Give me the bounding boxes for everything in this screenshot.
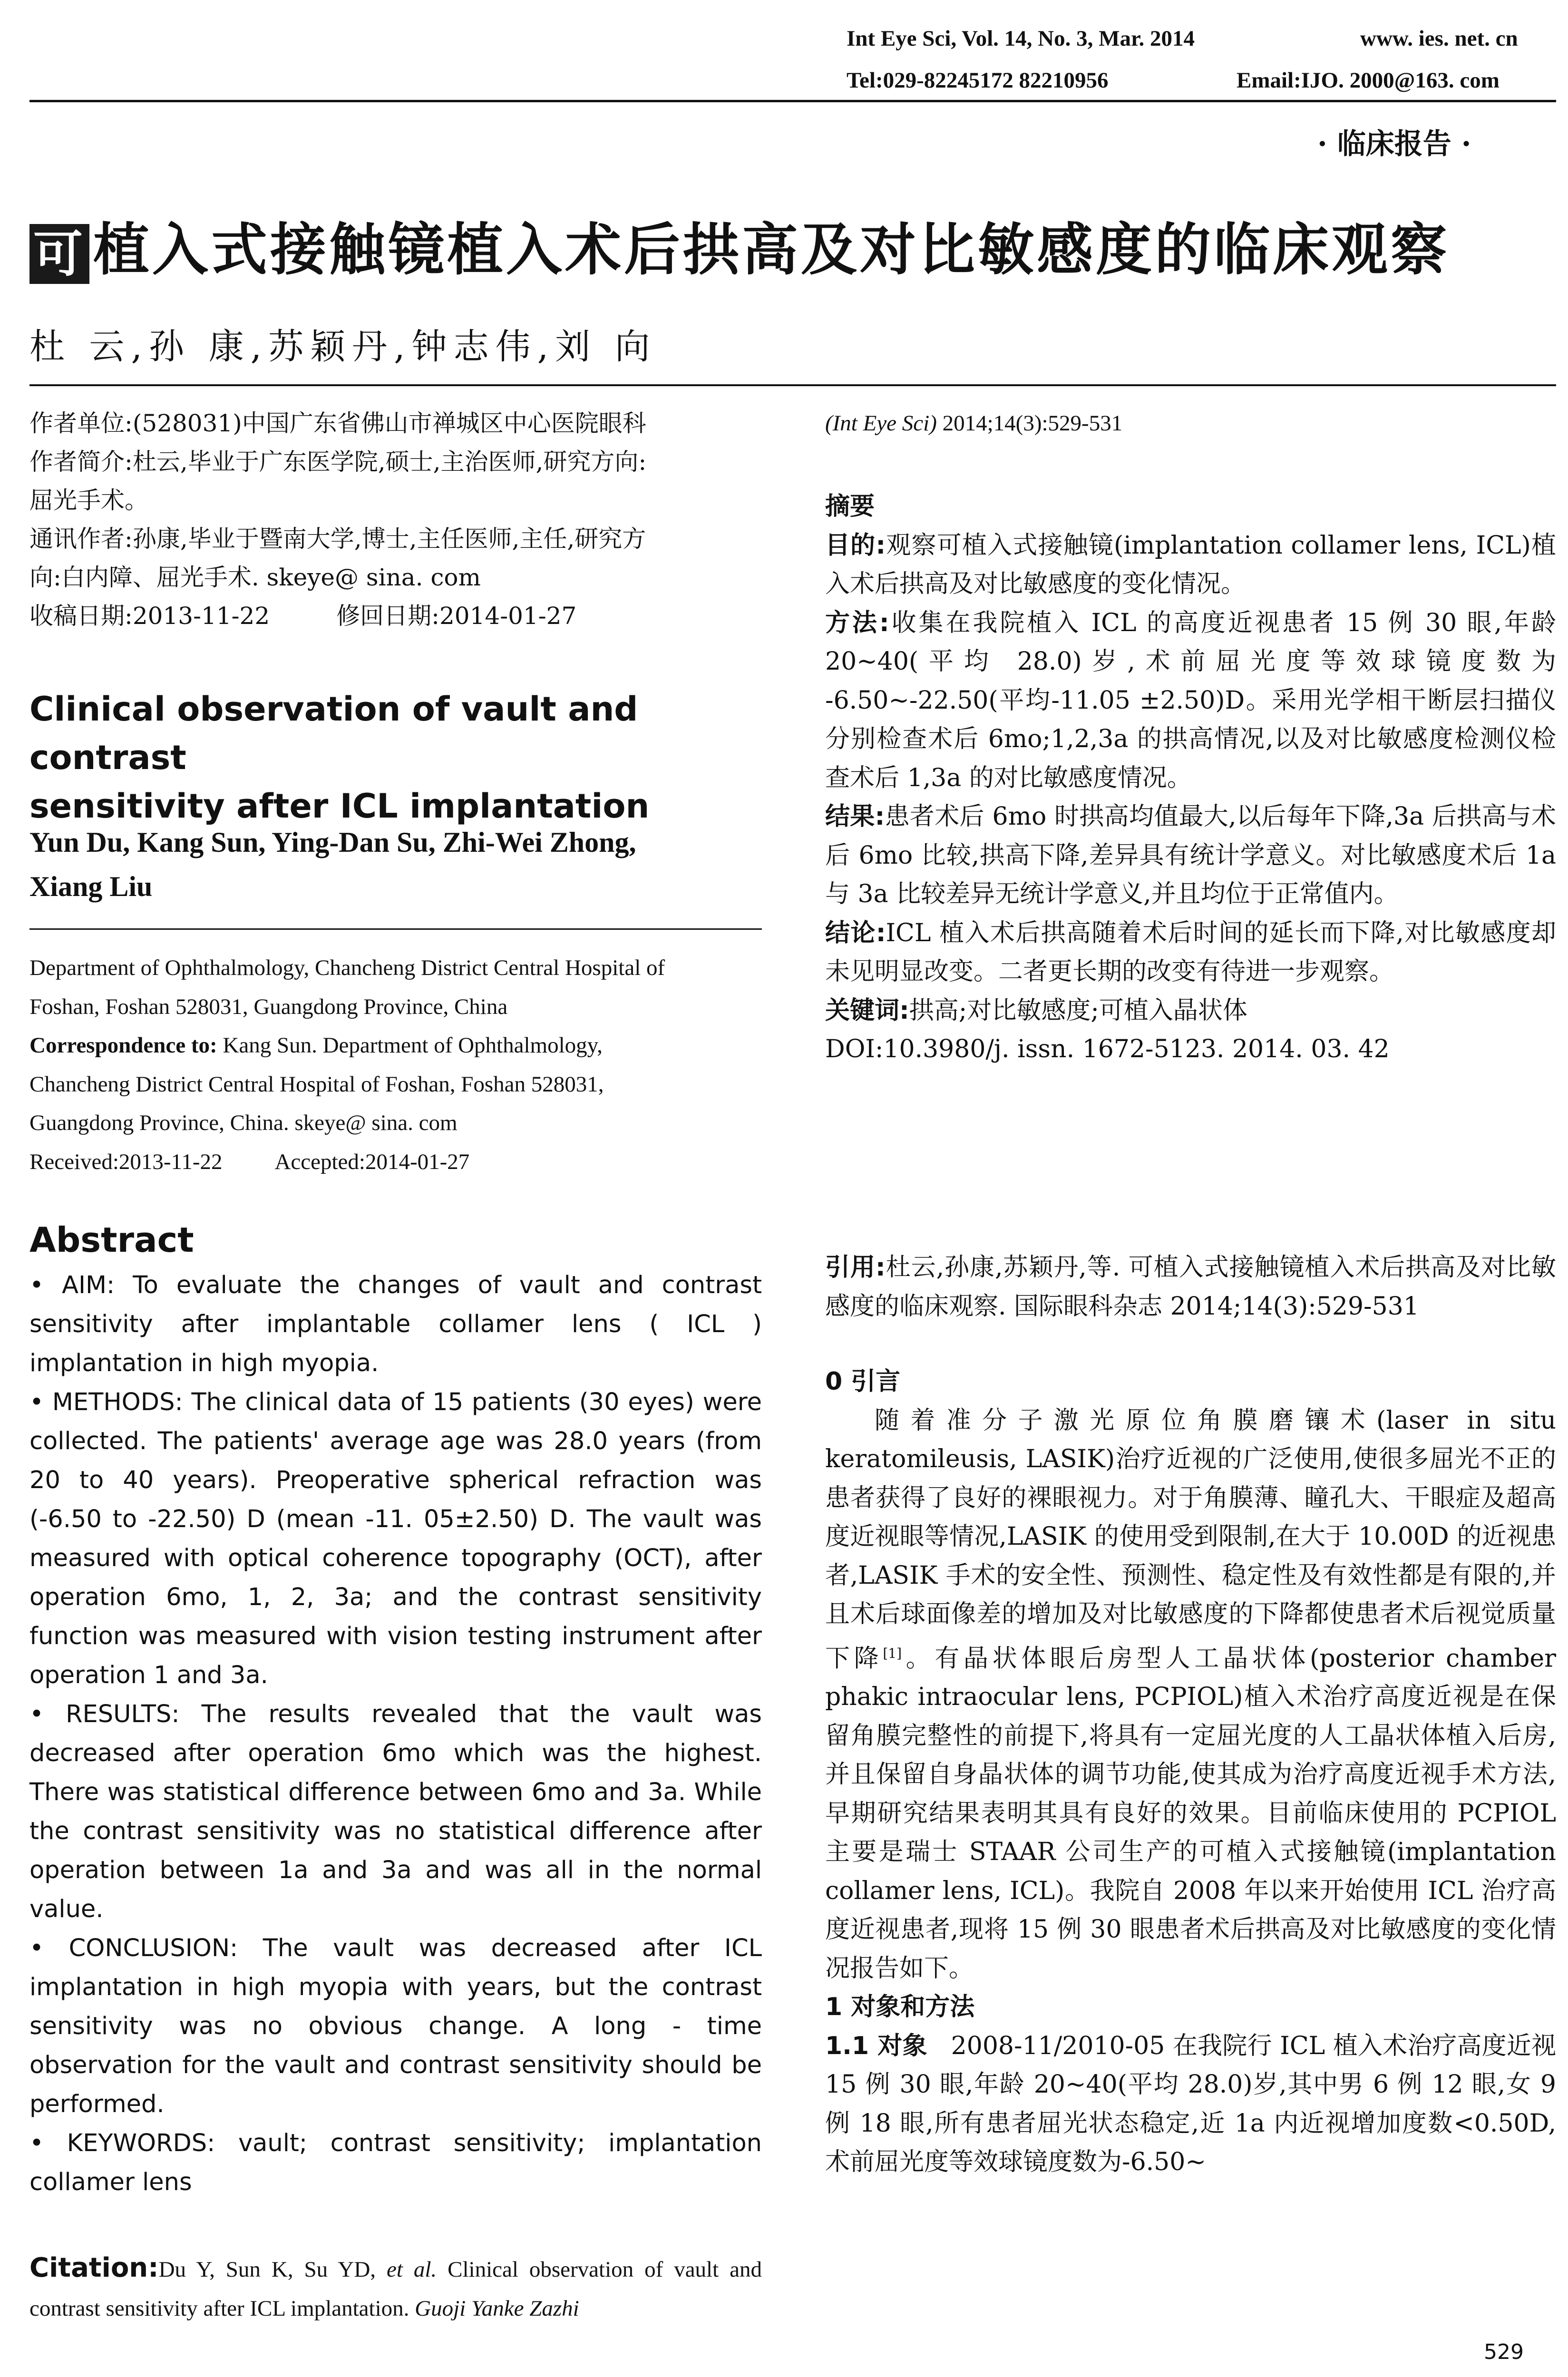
abstract-title-en: Abstract: [29, 1220, 194, 1260]
subjects-label: 1.1 对象: [825, 2031, 927, 2060]
methods-text-zh: 收集在我院植入 ICL 的高度近视患者 15 例 30 眼,年龄 20~40(平均 28.0)岁,术前屈光度等效球镜度数为 -6.50~-22.50(平均-11.05 ±2.50)D。采用光学相干断层扫描仪分别检查术后 6mo;1,2,3a 的拱高情况,以及对比敏感度检测仪检查术后 1,3a 的对比敏感度情况。: [825, 608, 1556, 792]
received-date-zh: 收稿日期:2013-11-22: [29, 602, 270, 630]
results-text: The results revealed that the vault was decreased after operation 6mo which was the highest. There was statistical difference between 6mo and 3a. While the contrast sensitivity was no statistical difference after operation between 1a and 3a and was all in the normal value.: [29, 1700, 762, 1923]
citation-zh: [825, 1248, 1556, 1326]
abstract-results: [29, 1695, 762, 1929]
journal-website: www. ies. net. cn: [1360, 26, 1518, 51]
english-title-line1: Clinical observation of vault and contrast: [29, 690, 638, 777]
citation-journal: Guoji Yanke Zazhi: [415, 2296, 579, 2321]
citation-en: [29, 2249, 762, 2328]
journal-ref: 2014;14(3):529-531: [942, 411, 1123, 436]
intro-paragraph: [825, 1402, 1556, 1988]
dates-en: [29, 1143, 762, 1182]
keywords-text: vault; contrast sensitivity; implantation collamer lens: [29, 2129, 762, 2196]
journal-tel: Tel:029-82245172 82210956: [847, 68, 1109, 93]
author-bio-cont: 屈光手术。: [29, 487, 148, 514]
methods-label-zh: 方法:: [825, 608, 889, 637]
english-title-line2: sensitivity after ICL implantation: [29, 787, 650, 826]
english-authors: [29, 820, 762, 909]
methods-label: • METHODS:: [29, 1388, 183, 1416]
english-authors-line1: Yun Du, Kang Sun, Ying-Dan Su, Zhi-Wei Zhong,: [29, 827, 636, 858]
abstract-methods: [29, 1383, 762, 1695]
header-rule: [29, 100, 1556, 102]
keywords-text-zh: 拱高;对比敏感度;可植入晶状体: [909, 996, 1247, 1025]
title-rule: [29, 384, 1556, 386]
intro-text: 随着准分子激光原位角膜磨镶术(laser in situ keratomileusis, LASIK)治疗近视的广泛使用,使很多屈光不正的患者获得了良好的裸眼视力。对于角膜薄、瞳孔大、干眼症及超高度近视眼等情况,LASIK 的使用受到限制,在大于 10.00D 的近视患者,LASIK 手术的安全性、预测性、稳定性及有效性都是有限的,并且术后球面像差的增加及对比敏感度的下降都使患者术后视觉质量下降: [825, 1406, 1556, 1673]
correspondence-line2: Chancheng District Central Hospital of Foshan, Foshan 528031,: [29, 1072, 604, 1097]
intro-heading: 0 引言: [825, 1367, 901, 1396]
authors-zh: 杜 云,孙 康,苏颖丹,钟志伟,刘 向: [29, 326, 657, 367]
citation-authors: Du Y, Sun K, Su YD,: [158, 2257, 376, 2282]
author-info-zh: [29, 404, 762, 635]
subjects-text: 2008-11/2010-05 在我院行 ICL 植入术治疗高度近视 15 例 30 眼,年龄 20~40(平均 28.0)岁,其中男 6 例 12 眼,女 9 例 18 眼,所有患者屈光状态稳定,近 1a 内近视增加度数<0.50D,术前屈光度等效球镜度数为-6.50~: [825, 2031, 1556, 2177]
revised-date-zh: 修回日期:2014-01-27: [336, 602, 577, 630]
methods-heading: 1 对象和方法: [825, 1993, 975, 2022]
english-affiliation: [29, 949, 762, 1181]
title-badge: 可: [29, 224, 89, 284]
journal-email: Email:IJO. 2000@163. com: [1237, 68, 1500, 93]
abstract-conclusion: [29, 1929, 762, 2124]
accepted-date-en: Accepted:2014-01-27: [274, 1149, 470, 1174]
subjects-paragraph: [825, 2027, 1556, 2182]
author-bio: 作者简介:杜云,毕业于广东医学院,硕士,主治医师,研究方向:: [29, 448, 647, 476]
author-unit: 作者单位:(528031)中国广东省佛山市禅城区中心医院眼科: [29, 409, 646, 437]
title-text: 植入式接触镜植入术后拱高及对比敏感度的临床观察: [93, 217, 1450, 283]
results-text-zh: 患者术后 6mo 时拱高均值最大,以后每年下降,3a 后拱高与术后 6mo 比较,拱高下降,差异具有统计学意义。对比敏感度术后 1a 与 3a 比较差异无统计学意义,并且均位于正常值内。: [825, 802, 1557, 908]
corresponding-author-cont: 向:白内障、屈光手术. skeye@ sina. com: [29, 564, 481, 591]
results-label: • RESULTS:: [29, 1700, 180, 1728]
department-line2: Foshan, Foshan 528031, Guangdong Province, China: [29, 994, 508, 1019]
intro-text-end: 。有晶状体眼后房型人工晶状体(posterior chamber phakic intraocular lens, PCPIOL)植入术治疗高度近视是在保留角膜完整性的前提下,将具有一定屈光度的人工晶状体植入后房,并且保留自身晶状体的调节功能,使其成为治疗高度近视手术方法,早期研究结果表明其具有良好的效果。目前临床使用的 PCPIOL 主要是瑞士 STAAR 公司生产的可植入式接触镜(implantation collamer lens, ICL)。我院自 2008 年以来开始使用 ICL 治疗高度近视患者,现将 15 例 30 眼患者术后拱高及对比敏感度的变化情况报告如下。: [825, 1644, 1556, 1983]
citation-journal-ref: [825, 404, 1122, 443]
page-number: 529: [1484, 2340, 1524, 2364]
abstract-zh-methods: [825, 604, 1556, 798]
intro-ref: [1]: [883, 1645, 902, 1661]
introduction: [825, 1363, 1556, 2182]
citation-etal: et al.: [386, 2257, 437, 2282]
citation-label-zh: 引用:: [825, 1253, 886, 1282]
correspondence-label: Correspondence to:: [29, 1033, 217, 1058]
keywords-label-zh: 关键词:: [825, 996, 909, 1025]
correspondence: [29, 1026, 762, 1065]
results-label-zh: 结果:: [825, 802, 885, 831]
aim-text: To evaluate the changes of vault and contrast sensitivity after implantable collamer lens ( ICL ) implantation in high myopia.: [29, 1271, 762, 1377]
received-date-en: Received:2013-11-22: [29, 1149, 223, 1174]
english-authors-rule: [29, 928, 762, 930]
corresponding-author: 通讯作者:孙康,毕业于暨南大学,博士,主任医师,主任,研究方: [29, 525, 646, 553]
conclusion-label: • CONCLUSION:: [29, 1934, 238, 1962]
abstract-zh-keywords: [825, 992, 1556, 1031]
dates-zh: [29, 597, 762, 635]
aim-label: • AIM:: [29, 1271, 115, 1299]
doi: DOI:10.3980/j. issn. 1672-5123. 2014. 03. 42: [825, 1035, 1390, 1063]
section-tag: · 临床报告 ·: [1317, 127, 1471, 161]
english-authors-line2: Xiang Liu: [29, 871, 153, 902]
aim-text-zh: 观察可植入式接触镜(implantation collamer lens, ICL)植入术后拱高及对比敏感度的变化情况。: [825, 531, 1556, 598]
keywords-label: • KEYWORDS:: [29, 2129, 215, 2157]
abstract-zh-results: [825, 798, 1556, 914]
aim-label-zh: 目的:: [825, 531, 886, 560]
english-title: [29, 685, 762, 830]
abstract-aim: [29, 1266, 762, 1383]
citation-label: Citation:: [29, 2252, 159, 2283]
conclusion-text: The vault was decreased after ICL implantation in high myopia with years, but the contrast sensitivity was no obvious change. A long - time observation for the vault and contrast sensitivity should be performed.: [29, 1934, 762, 2118]
abstract-title-zh: 摘要: [825, 492, 875, 521]
conclusion-label-zh: 结论:: [825, 918, 886, 947]
journal-info: Int Eye Sci, Vol. 14, No. 3, Mar. 2014: [847, 26, 1195, 51]
page-title: [29, 205, 1450, 285]
abstract-en: [29, 1266, 762, 2202]
abstract-keywords: [29, 2124, 762, 2202]
conclusion-text-zh: ICL 植入术后拱高随着术后时间的延长而下降,对比敏感度却未见明显改变。二者更长期的改变有待进一步观察。: [825, 918, 1556, 986]
abstract-zh-conclusion: [825, 914, 1556, 992]
citation-text-zh: 杜云,孙康,苏颖丹,等. 可植入式接触镜植入术后拱高及对比敏感度的临床观察. 国际眼科杂志 2014;14(3):529-531: [825, 1253, 1556, 1321]
abstract-zh-aim: [825, 526, 1556, 604]
abstract-zh: [825, 487, 1556, 1069]
citation-title: Clinical observation of vault and contrast sensitivity after ICL implantation.: [29, 2257, 762, 2321]
department-line1: Department of Ophthalmology, Chancheng District Central Hospital of: [29, 955, 665, 980]
methods-text: The clinical data of 15 patients (30 eyes) were collected. The patients' average age was 28.0 years (from 20 to 40 years). Preoperative spherical refraction was (-6.50 to -22.50) D (mean -11. 05±2.50) D. The vault was measured with optical coherence topography (OCT), after operation 6mo, 1, 2, 3a; and the contrast sensitivity function was measured with vision testing instrument after operation 1 and 3a.: [29, 1388, 762, 1689]
journal-short: (Int Eye Sci): [825, 411, 937, 436]
correspondence-line1: Kang Sun. Department of Ophthalmology,: [223, 1033, 603, 1058]
correspondence-line3: Guangdong Province, China. skeye@ sina. com: [29, 1111, 458, 1135]
